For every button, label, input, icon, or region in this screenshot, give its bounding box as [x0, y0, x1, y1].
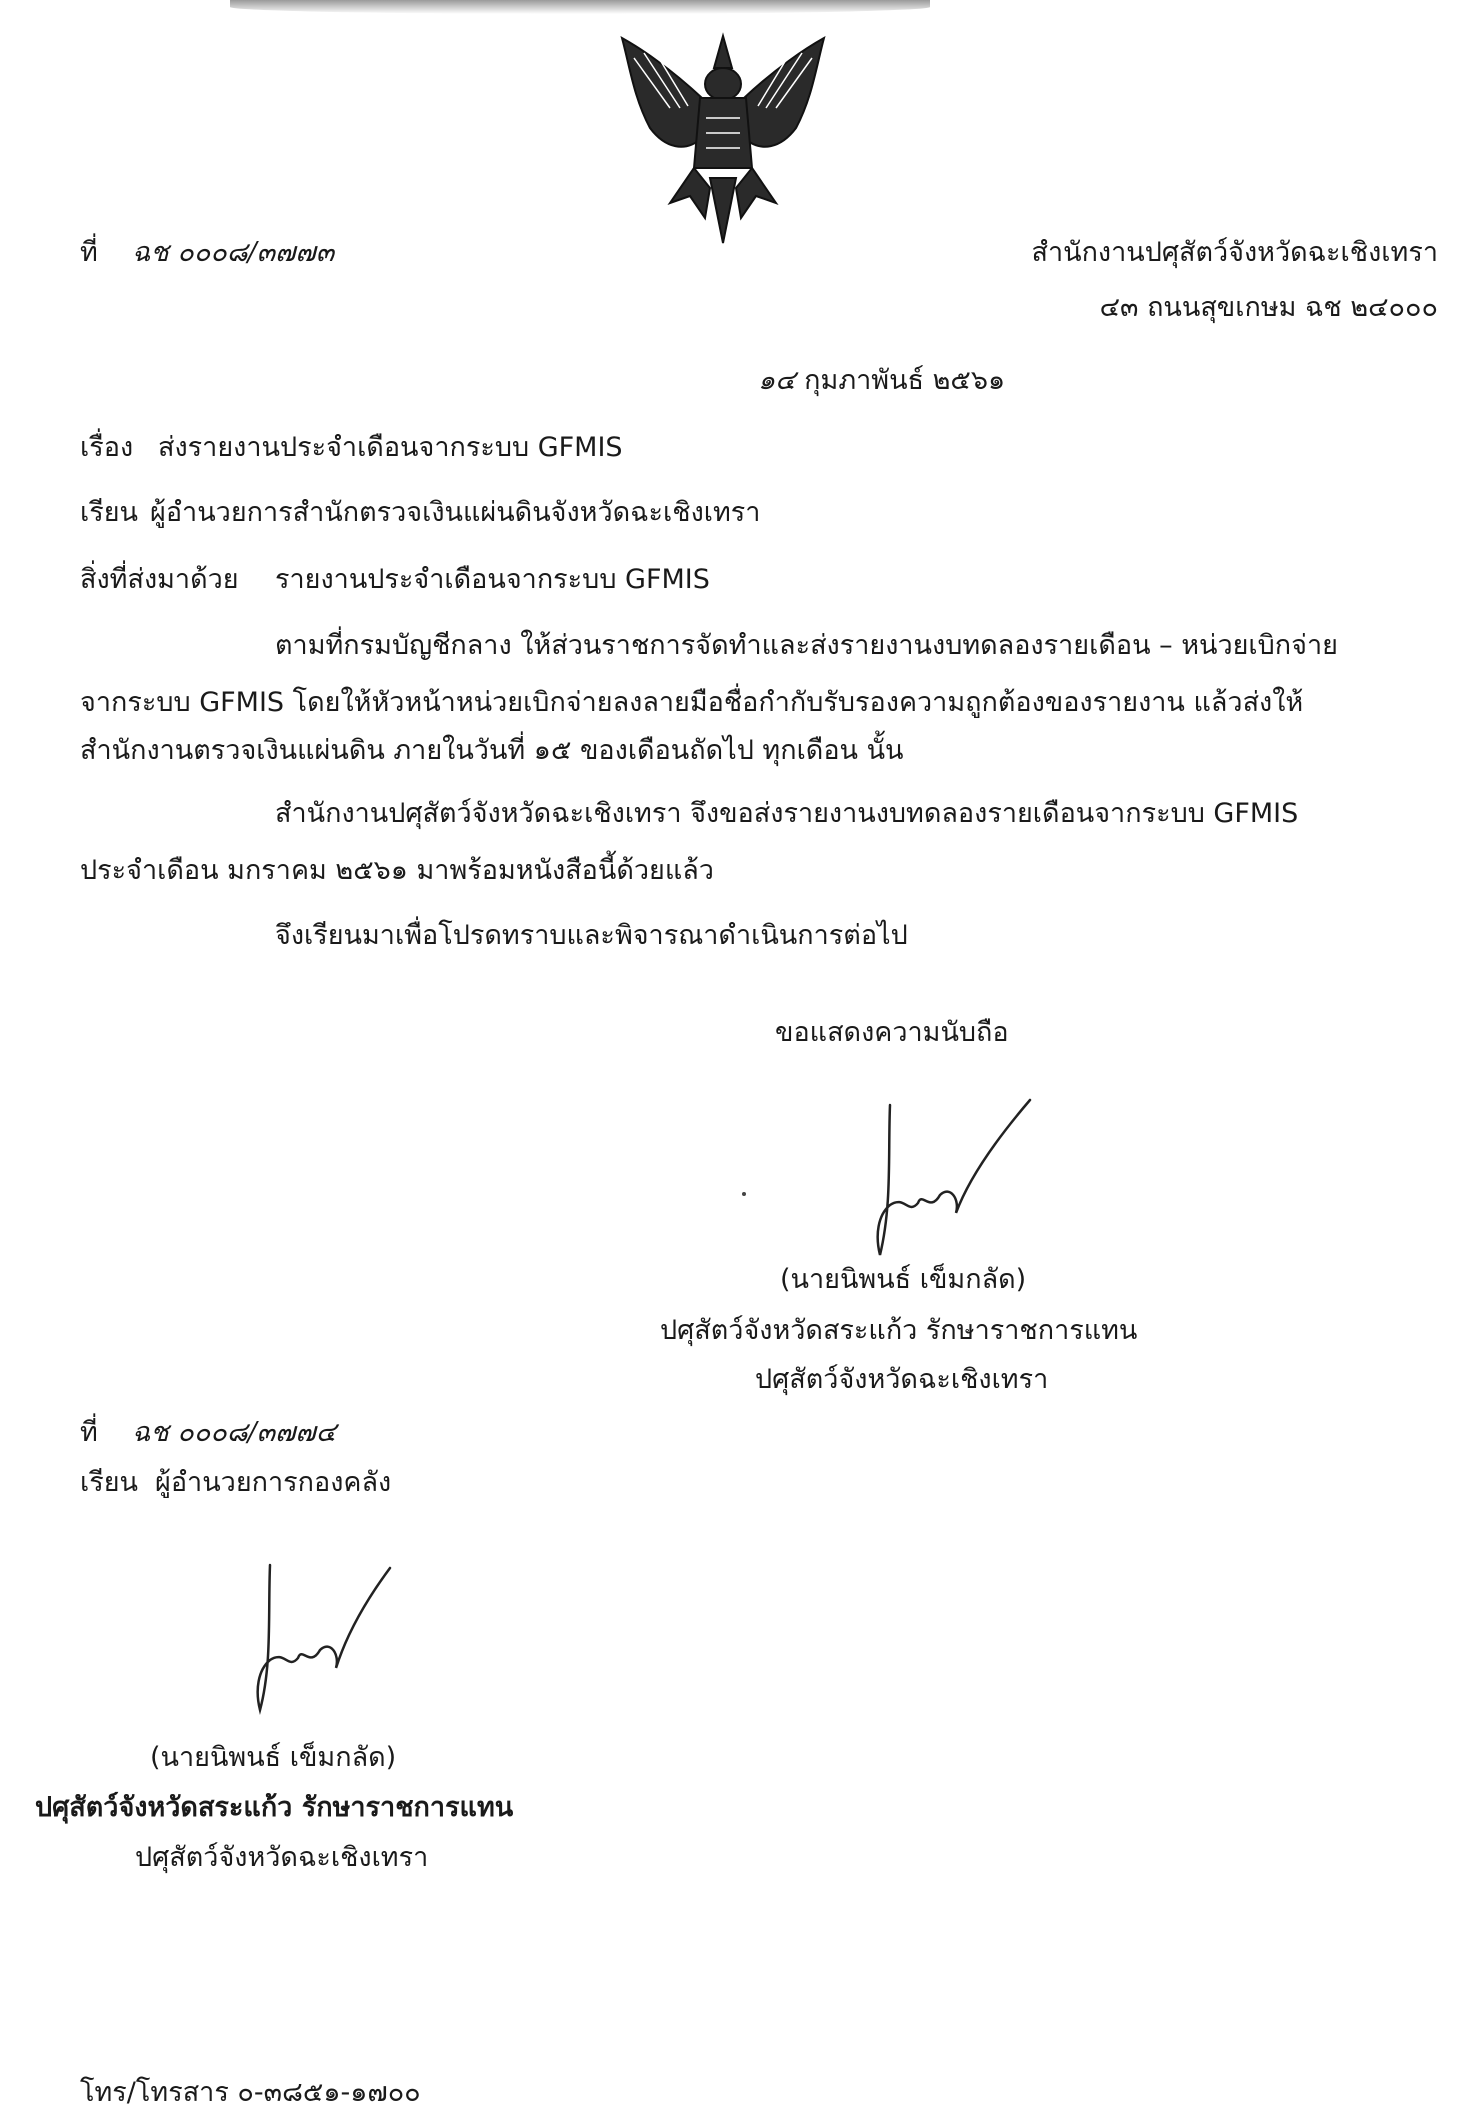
to-text: ผู้อำนวยการสำนักตรวจเงินแผ่นดินจังหวัดฉะเชิงเทรา [150, 497, 761, 528]
footer-phone: โทร/โทรสาร ๐-๓๘๕๑-๑๗๐๐ [80, 2077, 421, 2108]
office-address: ๔๓ ถนนสุขเกษม ฉช ๒๔๐๐๐ [1099, 292, 1438, 323]
signer-title-1: ปศุสัตว์จังหวัดสระแก้ว รักษาราชการแทน [660, 1315, 1138, 1346]
enclosure-label: สิ่งที่ส่งมาด้วย [80, 564, 239, 595]
paragraph-1-line-1: ตามที่กรมบัญชีกลาง ให้ส่วนราชการจัดทำและส่งรายงานงบทดลองรายเดือน – หน่วยเบิกจ่าย [275, 630, 1338, 661]
paragraph-1-line-3: สำนักงานตรวจเงินแผ่นดิน ภายในวันที่ ๑๕ ของเดือนถัดไป ทุกเดือน นั้น [80, 735, 904, 766]
signer-title-2: ปศุสัตว์จังหวัดฉะเชิงเทรา [755, 1364, 1049, 1395]
endorsement-ref-number: ฉช ๐๐๐๘/๓๗๗๔ [132, 1417, 337, 1448]
office-name: สำนักงานปศุสัตว์จังหวัดฉะเชิงเทรา [1031, 237, 1438, 268]
endorsement-to-label: เรียน [80, 1467, 139, 1498]
ref-label: ที่ [80, 237, 98, 268]
subject-text: ส่งรายงานประจำเดือนจากระบบ GFMIS [158, 432, 623, 463]
dot-mark [742, 1192, 746, 1196]
endorsement-ref-label: ที่ [80, 1417, 98, 1448]
signature-2 [240, 1560, 400, 1720]
date-day: ๑๔ [758, 365, 796, 396]
endorsement-signer-title-2: ปศุสัตว์จังหวัดฉะเชิงเทรา [135, 1842, 429, 1873]
ref-number: ฉช ๐๐๐๘/๓๗๗๓ [132, 237, 335, 268]
signer-name: (นายนิพนธ์ เข็มกลัด) [780, 1264, 1027, 1295]
garuda-emblem [610, 28, 836, 248]
subject-label: เรื่อง [80, 432, 134, 463]
signature-1 [860, 1095, 1040, 1265]
endorsement-signer-name: (นายนิพนธ์ เข็มกลัด) [150, 1742, 397, 1773]
date-rest: กุมภาพันธ์ ๒๕๖๑ [804, 365, 1006, 396]
paragraph-1-line-2: จากระบบ GFMIS โดยให้หัวหน้าหน่วยเบิกจ่ายลงลายมือชื่อกำกับรับรองความถูกต้องของรายงาน แล้วส่งให้ [80, 687, 1304, 718]
enclosure-text: รายงานประจำเดือนจากระบบ GFMIS [275, 564, 710, 595]
paragraph-2-line-1: สำนักงานปศุสัตว์จังหวัดฉะเชิงเทรา จึงขอส่งรายงานงบทดลองรายเดือนจากระบบ GFMIS [275, 798, 1299, 829]
to-label: เรียน [80, 497, 139, 528]
endorsement-to-text: ผู้อำนวยการกองคลัง [155, 1467, 392, 1498]
scan-shadow [230, 0, 930, 14]
paragraph-2-line-2: ประจำเดือน มกราคม ๒๕๖๑ มาพร้อมหนังสือนี้ด้วยแล้ว [80, 855, 714, 886]
paragraph-3: จึงเรียนมาเพื่อโปรดทราบและพิจารณาดำเนินการต่อไป [275, 920, 908, 951]
endorsement-signer-title-1: ปศุสัตว์จังหวัดสระแก้ว รักษาราชการแทน [35, 1792, 514, 1823]
closing: ขอแสดงความนับถือ [775, 1017, 1009, 1048]
letter-date [758, 363, 1005, 399]
